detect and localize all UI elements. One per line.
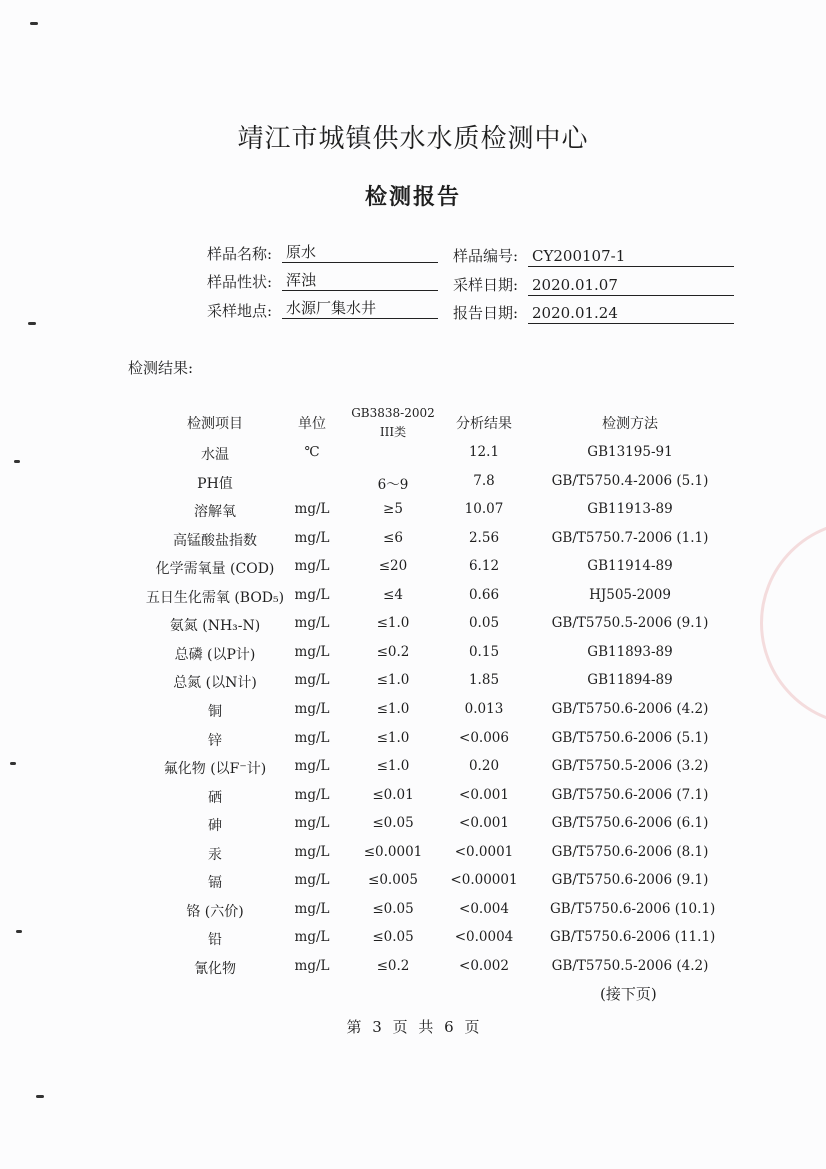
sample-state-label: 样品性状: bbox=[206, 273, 272, 291]
cell-unit: mg/L bbox=[294, 958, 330, 974]
scan-mark bbox=[30, 22, 38, 25]
cell-method: GB11894-89 bbox=[587, 672, 673, 688]
cell-unit: mg/L bbox=[294, 530, 330, 546]
cell-item: 高锰酸盐指数 bbox=[173, 533, 257, 549]
header-standard-line2: III类 bbox=[379, 425, 407, 439]
cell-result: 0.66 bbox=[468, 587, 500, 603]
cell-unit: mg/L bbox=[294, 901, 330, 917]
sample-name-value: 原水 bbox=[282, 241, 438, 263]
scan-mark bbox=[36, 1095, 44, 1098]
cell-result: 0.20 bbox=[468, 758, 500, 774]
cell-result: 0.05 bbox=[468, 615, 500, 631]
cell-item: 铅 bbox=[208, 932, 222, 948]
cell-standard: ≤1.0 bbox=[376, 730, 410, 746]
cell-item: 水温 bbox=[201, 447, 229, 463]
cell-result: 6.12 bbox=[468, 558, 500, 574]
cell-method: GB/T5750.6-2006 (10.1) bbox=[550, 901, 716, 917]
cell-item: PH值 bbox=[197, 476, 233, 492]
cell-method: GB/T5750.6-2006 (11.1) bbox=[550, 929, 716, 945]
cell-result: <0.001 bbox=[459, 815, 509, 831]
scan-mark bbox=[14, 460, 20, 463]
cell-item: 铜 bbox=[208, 704, 222, 720]
cell-item: 汞 bbox=[208, 847, 222, 863]
cell-method: GB/T5750.4-2006 (5.1) bbox=[551, 473, 709, 489]
cell-standard: ≤1.0 bbox=[376, 758, 410, 774]
header-method: 检测方法 bbox=[602, 416, 658, 432]
cell-method: GB/T5750.5-2006 (9.1) bbox=[551, 615, 709, 631]
cell-standard: ≤6 bbox=[383, 530, 403, 546]
sampling-site-value: 水源厂集水井 bbox=[282, 297, 438, 319]
sampling-date-value: 2020.01.07 bbox=[528, 274, 734, 296]
cell-result: <0.0004 bbox=[454, 929, 514, 945]
header-standard-line1: GB3838-2002 bbox=[351, 406, 435, 420]
report-date-label: 报告日期: bbox=[452, 304, 518, 322]
cell-unit: mg/L bbox=[294, 929, 330, 945]
cell-method: GB/T5750.6-2006 (7.1) bbox=[551, 787, 709, 803]
cell-unit: mg/L bbox=[294, 844, 330, 860]
report-date-value: 2020.01.24 bbox=[528, 302, 734, 324]
cell-result: 0.15 bbox=[468, 644, 500, 660]
cell-standard: ≤0.005 bbox=[368, 872, 418, 888]
header-result: 分析结果 bbox=[456, 416, 512, 432]
continued-note: (接下页) bbox=[600, 985, 657, 1003]
sample-no-value: CY200107-1 bbox=[528, 245, 734, 267]
cell-result: <0.004 bbox=[459, 901, 509, 917]
cell-standard: ≤0.2 bbox=[376, 644, 410, 660]
cell-result: 12.1 bbox=[468, 444, 500, 460]
sample-state-value: 浑浊 bbox=[282, 269, 438, 291]
cell-item: 氟化物 (以F⁻计) bbox=[163, 761, 267, 777]
cell-result: <0.0001 bbox=[454, 844, 514, 860]
cell-unit: mg/L bbox=[294, 558, 330, 574]
cell-method: GB/T5750.6-2006 (9.1) bbox=[551, 872, 709, 888]
cell-result: 10.07 bbox=[464, 501, 504, 517]
cell-result: 0.013 bbox=[464, 701, 504, 717]
cell-standard: ≤1.0 bbox=[376, 615, 410, 631]
sample-no-label: 样品编号: bbox=[452, 247, 518, 265]
cell-item: 总氮 (以N计) bbox=[173, 675, 257, 691]
cell-unit: mg/L bbox=[294, 701, 330, 717]
cell-item: 铬 (六价) bbox=[186, 904, 244, 920]
cell-unit: mg/L bbox=[294, 615, 330, 631]
cell-unit: ℃ bbox=[304, 444, 320, 460]
cell-result: 1.85 bbox=[468, 672, 500, 688]
cell-result: <0.001 bbox=[459, 787, 509, 803]
cell-item: 化学需氧量 (COD) bbox=[155, 561, 275, 577]
cell-standard: ≤4 bbox=[383, 587, 403, 603]
cell-item: 总磷 (以P计) bbox=[174, 647, 256, 663]
cell-unit: mg/L bbox=[294, 758, 330, 774]
cell-item: 砷 bbox=[208, 818, 222, 834]
cell-method: GB/T5750.5-2006 (3.2) bbox=[551, 758, 709, 774]
cell-method: GB11913-89 bbox=[587, 501, 673, 517]
cell-result: <0.002 bbox=[459, 958, 509, 974]
cell-unit: mg/L bbox=[294, 587, 330, 603]
sample-name-label: 样品名称: bbox=[206, 245, 272, 263]
cell-item: 溶解氧 bbox=[194, 504, 236, 520]
cell-result: 7.8 bbox=[473, 473, 495, 489]
scan-mark bbox=[16, 930, 22, 933]
cell-standard: 6～9 bbox=[377, 477, 409, 493]
sampling-date-label: 采样日期: bbox=[452, 276, 518, 294]
cell-method: GB/T5750.5-2006 (4.2) bbox=[551, 958, 709, 974]
scan-mark bbox=[28, 322, 36, 325]
page-number: 第 3 页 共 6 页 bbox=[346, 1018, 480, 1036]
cell-standard: ≤0.0001 bbox=[363, 844, 423, 860]
cell-unit: mg/L bbox=[294, 672, 330, 688]
cell-item: 镉 bbox=[208, 875, 222, 891]
cell-unit: mg/L bbox=[294, 501, 330, 517]
cell-method: GB/T5750.6-2006 (4.2) bbox=[551, 701, 709, 717]
scan-mark bbox=[10, 762, 16, 765]
cell-standard: ≤20 bbox=[378, 558, 408, 574]
cell-item: 氰化物 bbox=[194, 961, 236, 977]
cell-standard: ≤0.05 bbox=[372, 901, 414, 917]
cell-method: GB13195-91 bbox=[587, 444, 673, 460]
header-item: 检测项目 bbox=[187, 416, 243, 432]
cell-method: HJ505-2009 bbox=[589, 587, 671, 603]
cell-method: GB/T5750.6-2006 (5.1) bbox=[551, 730, 709, 746]
cell-item: 硒 bbox=[208, 790, 222, 806]
cell-standard: ≤0.01 bbox=[372, 787, 414, 803]
sampling-site-label: 采样地点: bbox=[206, 302, 272, 320]
cell-unit: mg/L bbox=[294, 644, 330, 660]
cell-result: 2.56 bbox=[468, 530, 500, 546]
results-label: 检测结果: bbox=[128, 359, 194, 377]
cell-standard: ≥5 bbox=[383, 501, 403, 517]
cell-method: GB/T5750.6-2006 (6.1) bbox=[551, 815, 709, 831]
seal-stamp bbox=[760, 520, 826, 726]
report-title: 检测报告 bbox=[364, 184, 461, 210]
cell-standard: ≤1.0 bbox=[376, 672, 410, 688]
cell-method: GB11893-89 bbox=[587, 644, 673, 660]
cell-result: <0.006 bbox=[459, 730, 509, 746]
cell-standard: ≤0.2 bbox=[376, 958, 410, 974]
cell-unit: mg/L bbox=[294, 872, 330, 888]
cell-standard: ≤1.0 bbox=[376, 701, 410, 717]
cell-method: GB/T5750.6-2006 (8.1) bbox=[551, 844, 709, 860]
cell-standard: ≤0.05 bbox=[372, 815, 414, 831]
cell-unit: mg/L bbox=[294, 787, 330, 803]
cell-unit: mg/L bbox=[294, 730, 330, 746]
cell-result: <0.00001 bbox=[450, 872, 518, 888]
cell-item: 锌 bbox=[208, 733, 222, 749]
cell-standard: ≤0.05 bbox=[372, 929, 414, 945]
cell-unit: mg/L bbox=[294, 815, 330, 831]
cell-method: GB11914-89 bbox=[587, 558, 673, 574]
cell-item: 氨氮 (NH₃-N) bbox=[169, 618, 261, 634]
header-unit: 单位 bbox=[298, 416, 326, 432]
cell-item: 五日生化需氧 (BOD₅) bbox=[145, 590, 285, 606]
organization-name: 靖江市城镇供水水质检测中心 bbox=[237, 124, 589, 154]
cell-method: GB/T5750.7-2006 (1.1) bbox=[551, 530, 709, 546]
